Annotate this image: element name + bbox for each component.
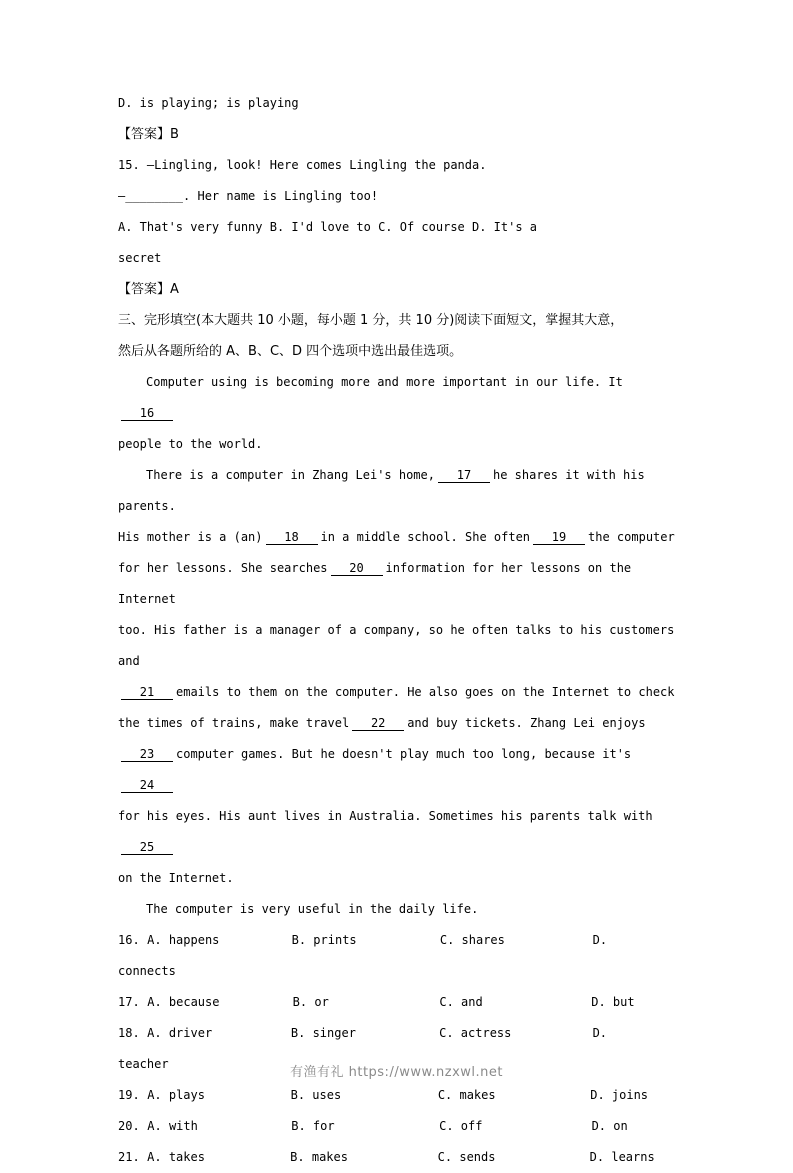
choice-row — [118, 1111, 675, 1142]
choice-row — [118, 1018, 675, 1049]
question-number: 18. — [118, 1026, 140, 1040]
option-d[interactable]: D. learns — [589, 1150, 655, 1164]
option-a[interactable]: A. driver — [147, 1026, 213, 1040]
option-b[interactable]: B. singer — [290, 1026, 356, 1040]
option-c[interactable]: C. actress — [439, 1026, 512, 1040]
cloze-blank-22: 22 — [352, 717, 404, 731]
choice-row — [118, 987, 675, 1018]
passage-text: too. His father is a manager of a company, so he often talks to his customers and — [118, 623, 675, 668]
passage-line-11 — [118, 863, 675, 894]
choices-list — [118, 925, 675, 956]
question-15-options: A. That's very funny B. I'd love to C. Of course D. It's a — [118, 220, 538, 234]
choice-row — [118, 925, 675, 956]
cloze-blank-25: 25 — [121, 841, 173, 855]
option-a[interactable]: A. because — [147, 995, 220, 1009]
section-3-heading-line-1: 三、完形填空(本大题共 10 小题，每小题 1 分，共 10 分)阅读下面短文，掌握其大意， — [118, 313, 624, 328]
passage-line-5 — [118, 553, 675, 615]
question-15-answer: 【答案】A — [118, 282, 179, 297]
question-14-option-d: D. is playing; is playing — [118, 96, 299, 110]
choices-list — [118, 1080, 675, 1111]
option-a[interactable]: A. happens — [147, 933, 220, 947]
passage-line-9 — [118, 739, 675, 801]
question-number: 20. — [118, 1119, 140, 1133]
passage-text: information for her lessons on the Internet — [118, 561, 632, 606]
passage-text: for his eyes. His aunt lives in Australia. Sometimes his parents talk with — [118, 809, 653, 823]
question-number: 17. — [118, 995, 140, 1009]
option-d-overflow: teacher — [118, 1057, 169, 1071]
section-3-heading-line-2: 然后从各题所给的 A、B、C、D 四个选项中选出最佳选项。 — [118, 344, 463, 359]
passage-line-3 — [118, 460, 675, 522]
passage-text: on the Internet. — [118, 871, 234, 885]
passage-text: The computer is very useful in the daily life. — [146, 902, 479, 916]
question-15-stem-line-2: —________. Her name is Lingling too! — [118, 189, 379, 203]
option-c[interactable]: C. sends — [437, 1150, 496, 1164]
passage-text: computer games. But he doesn't play much too long, because it's — [176, 747, 632, 761]
option-c[interactable]: C. off — [439, 1119, 483, 1133]
choices-list — [118, 1111, 675, 1142]
passage-text: the computer — [588, 530, 675, 544]
passage-text: Computer using is becoming more and more important in our life. It — [146, 375, 623, 389]
option-b[interactable]: B. makes — [290, 1150, 348, 1164]
cloze-blank-24: 24 — [121, 779, 173, 793]
question-15-options-overflow: secret — [118, 251, 162, 265]
option-d-overflow: connects — [118, 964, 176, 978]
passage-text: in a middle school. She often — [320, 530, 531, 544]
passage-line-4 — [118, 522, 675, 553]
choices-list — [118, 1018, 675, 1049]
choice-row — [118, 1080, 675, 1111]
choices-list — [118, 987, 675, 1018]
passage-line-6 — [118, 615, 675, 677]
cloze-blank-18: 18 — [266, 531, 318, 545]
cloze-blank-20: 20 — [331, 562, 383, 576]
cloze-blank-16: 16 — [121, 407, 173, 421]
page-footer-watermark: 有渔有礼 https://www.nzxwl.net — [289, 1065, 504, 1080]
option-a[interactable]: A. takes — [147, 1150, 205, 1164]
choice-row — [118, 1142, 675, 1173]
cloze-blank-17: 17 — [438, 469, 490, 483]
option-d[interactable]: D. joins — [590, 1088, 649, 1102]
passage-text: and buy tickets. Zhang Lei enjoys — [407, 716, 646, 730]
option-b[interactable]: B. or — [292, 995, 329, 1009]
question-number: 19. — [118, 1088, 140, 1102]
passage-line-12 — [118, 894, 675, 925]
passage-text: for her lessons. She searches — [118, 561, 328, 575]
passage-line-2 — [118, 429, 675, 460]
passage-text: people to the world. — [118, 437, 263, 451]
cloze-blank-21: 21 — [121, 686, 173, 700]
choices-list — [118, 1142, 675, 1173]
option-a[interactable]: A. plays — [147, 1088, 205, 1102]
option-c[interactable]: C. and — [439, 995, 483, 1009]
option-d[interactable]: D. on — [591, 1119, 628, 1133]
passage-line-8 — [118, 708, 675, 739]
passage-text: emails to them on the computer. He also goes on the Internet to check — [176, 685, 675, 699]
question-number: 16. — [118, 933, 140, 947]
passage-text: His mother is a (an) — [118, 530, 263, 544]
passage-text: he shares it with his parents. — [118, 468, 645, 513]
option-a[interactable]: A. with — [147, 1119, 198, 1133]
option-d[interactable]: D. — [592, 1026, 608, 1040]
passage-text: the times of trains, make travel — [118, 716, 350, 730]
option-b[interactable]: B. uses — [290, 1088, 342, 1102]
passage-line-1 — [118, 367, 675, 429]
option-c[interactable]: C. shares — [439, 933, 505, 947]
question-14-answer: 【答案】B — [118, 127, 179, 142]
option-d[interactable]: D. — [592, 933, 608, 947]
option-c[interactable]: C. makes — [437, 1088, 496, 1102]
cloze-blank-23: 23 — [121, 748, 173, 762]
passage-line-7 — [118, 677, 675, 708]
cloze-blank-19: 19 — [533, 531, 585, 545]
cloze-passage — [118, 367, 675, 925]
option-b[interactable]: B. prints — [291, 933, 357, 947]
option-b[interactable]: B. for — [291, 1119, 335, 1133]
question-15-stem-line-1: 15. —Lingling, look! Here comes Lingling the panda. — [118, 158, 487, 172]
option-d[interactable]: D. but — [591, 995, 635, 1009]
question-number: 21. — [118, 1150, 140, 1164]
passage-text: There is a computer in Zhang Lei's home, — [146, 468, 435, 482]
passage-line-10 — [118, 801, 675, 863]
